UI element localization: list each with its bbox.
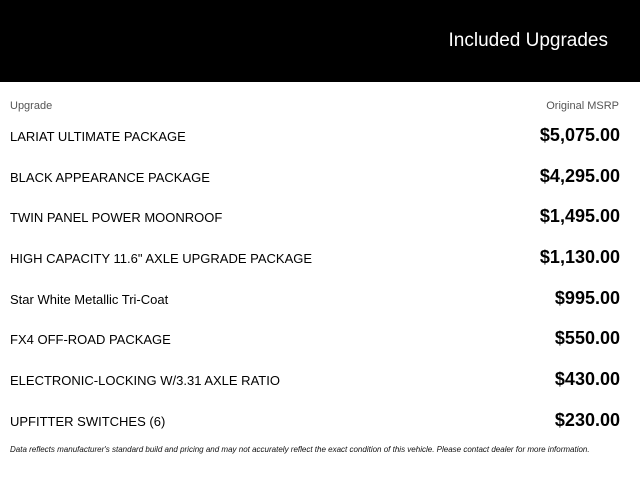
upgrade-name: UPFITTER SWITCHES (6) [10, 413, 166, 429]
upgrade-name: TWIN PANEL POWER MOONROOF [10, 210, 223, 226]
upgrade-name: ELECTRONIC-LOCKING W/3.31 AXLE RATIO [10, 373, 280, 389]
upgrade-price: $550.00 [554, 328, 620, 349]
column-header-upgrade: Upgrade [10, 100, 53, 112]
upgrade-price: $995.00 [554, 287, 620, 308]
upgrade-price: $4,295.00 [539, 165, 620, 186]
upgrade-row [0, 359, 640, 400]
upgrade-row [0, 278, 640, 319]
upgrade-price: $430.00 [554, 369, 620, 390]
upgrade-row [0, 156, 640, 197]
upgrade-name: FX4 OFF-ROAD PACKAGE [10, 332, 171, 348]
upgrade-name: HIGH CAPACITY 11.6" AXLE UPGRADE PACKAGE [10, 251, 313, 267]
column-header-msrp: Original MSRP [546, 100, 619, 112]
upgrade-price: $5,075.00 [539, 125, 620, 145]
upgrade-name: LARIAT ULTIMATE PACKAGE [10, 129, 186, 144]
upgrade-price: $230.00 [554, 409, 620, 430]
header-bar [0, 0, 640, 82]
upgrade-row [0, 318, 640, 359]
upgrade-row [0, 400, 640, 441]
upgrade-price: $1,495.00 [539, 206, 620, 227]
upgrades-list [0, 115, 640, 441]
upgrade-row [0, 115, 640, 156]
upgrade-name: Star White Metallic Tri-Coat [10, 291, 169, 307]
page-title: Included Upgrades [448, 30, 608, 51]
upgrade-row [0, 237, 640, 278]
disclaimer-text: Data reflects manufacturer's standard build and pricing and may not accurately reflect the exact condition of this vehicle. Please contact dealer for more information. [10, 445, 590, 454]
upgrade-name: BLACK APPEARANCE PACKAGE [10, 169, 210, 185]
upgrade-price: $1,130.00 [539, 247, 620, 268]
upgrade-row [0, 196, 640, 237]
